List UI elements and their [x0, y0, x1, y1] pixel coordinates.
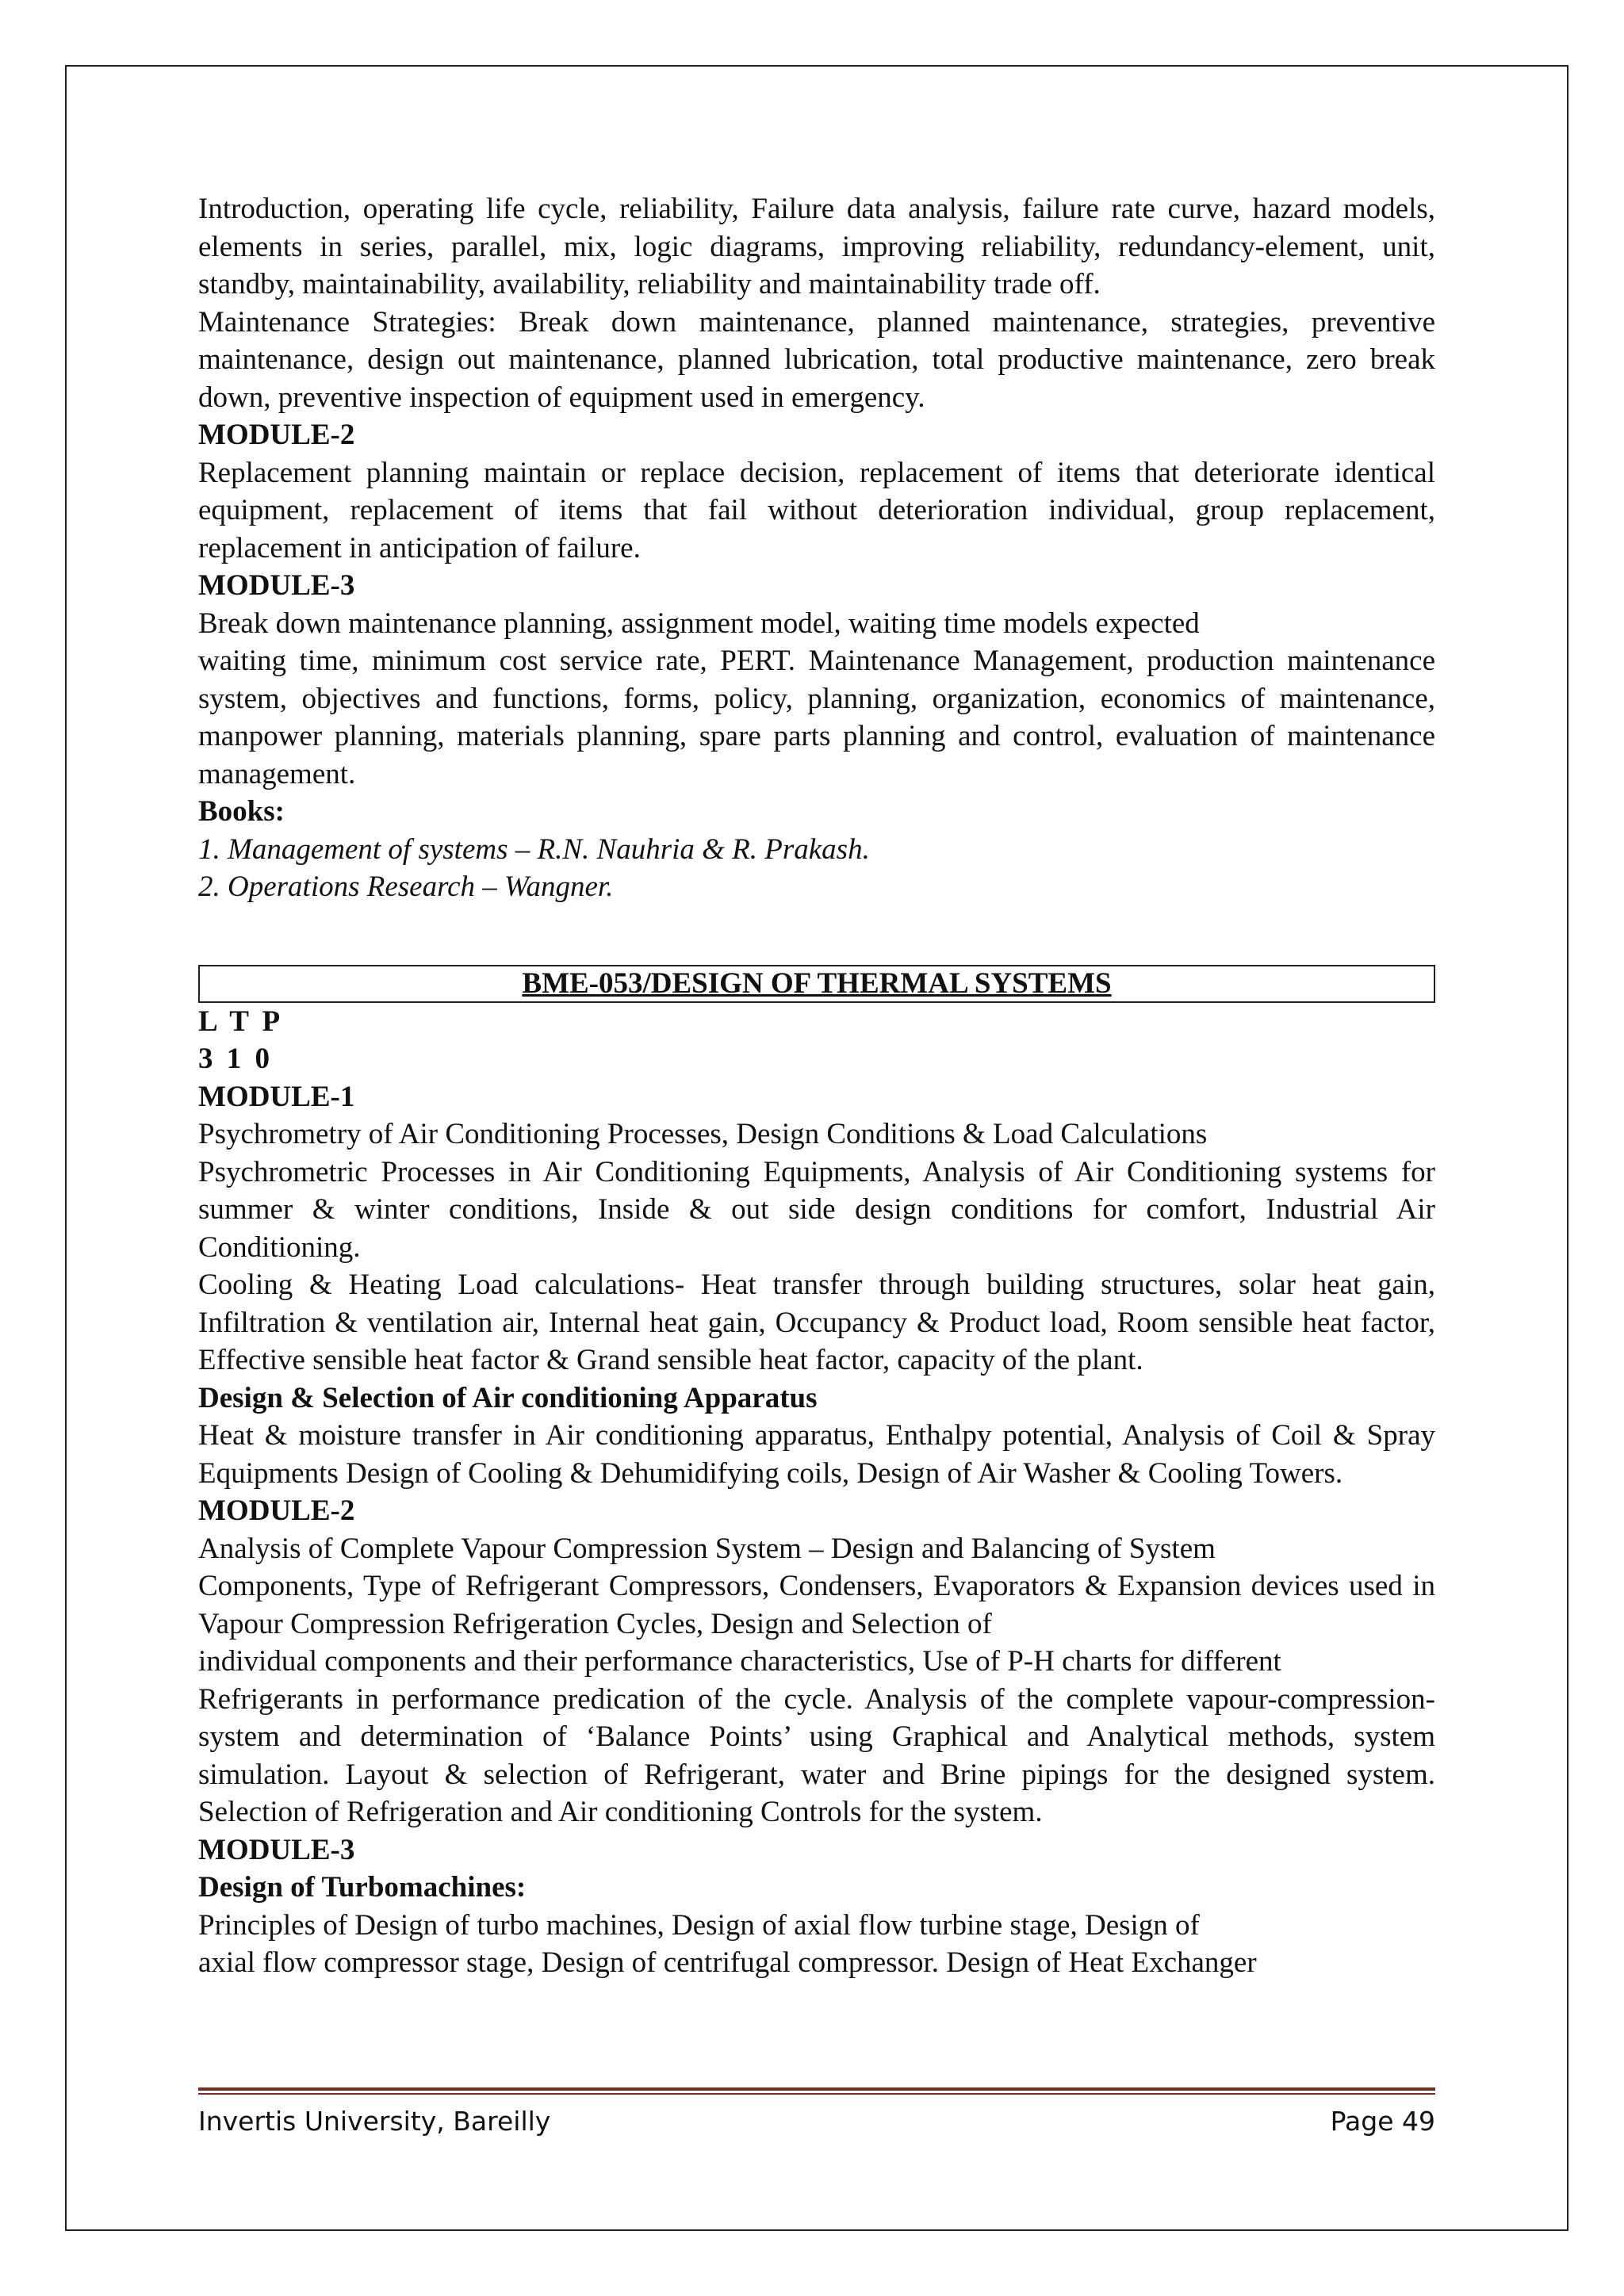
footer-institution: Invertis University, Bareilly [198, 2106, 551, 2137]
course-module1-text2: Cooling & Heating Load calculations- Heat transfer through building structures, solar heat gain, Infiltration & ventilation air, Internal heat gain, Occupancy & Product load, Room sensible heat factor, Effective sensible heat factor & Grand sensible heat factor, capacity of the plant. [198, 1269, 1435, 1376]
course-module3-heading: MODULE-3 [198, 1833, 355, 1866]
course-module2-text1: Components, Type of Refrigerant Compressors, Condensers, Evaporators & Expansion devices used in Vapour Compression Refrigeration Cycles, Design and Selection of [198, 1570, 1435, 1640]
section-spacer [198, 906, 1435, 955]
document-body [198, 190, 1435, 1982]
course-module2-line1: Analysis of Complete Vapour Compression System – Design and Balancing of System [198, 1532, 1216, 1565]
module3-heading: MODULE-3 [198, 569, 355, 602]
course-module2-line2: individual components and their performance characteristics, Use of P-H charts for different [198, 1645, 1281, 1678]
turbo-line2: axial flow compressor stage, Design of centrifugal compressor. Design of Heat Exchanger [198, 1946, 1257, 1979]
footer-rule [198, 2087, 1435, 2091]
books-heading: Books: [198, 795, 285, 828]
module3-line1: Break down maintenance planning, assignment model, waiting time models expected [198, 607, 1200, 640]
course-module1-text1: Psychrometric Processes in Air Conditioning Equipments, Analysis of Air Conditioning systems for summer & winter conditions, Inside & out side design conditions for comfort, Industrial Air Conditioning. [198, 1155, 1435, 1264]
course-title: BME-053/DESIGN OF THERMAL SYSTEMS [522, 966, 1112, 1000]
intro-paragraph: Introduction, operating life cycle, reliability, Failure data analysis, failure rate curve, hazard models, elements in series, parallel, mix, logic diagrams, improving reliability, redundancy-element, unit, standby, maintainability, availability, reliability and maintainability trade off. [198, 193, 1435, 300]
page-footer [198, 2106, 1435, 2137]
module2-text: Replacement planning maintain or replace decision, replacement of items that deteriorate identical equipment, replacement of items that fail without deterioration individual, group replacement, replacement in anticipation of failure. [198, 456, 1435, 564]
turbo-line1: Principles of Design of turbo machines, Design of axial flow turbine stage, Design of [198, 1908, 1200, 1942]
turbo-heading: Design of Turbomachines: [198, 1871, 527, 1904]
strategies-paragraph: Maintenance Strategies: Break down maintenance, planned maintenance, strategies, preventive maintenance, design out maintenance, planned lubrication, total productive maintenance, zero break down, preventive inspection of equipment used in emergency. [198, 305, 1435, 414]
book-item: 1. Management of systems – R.N. Nauhria & R. Prakash. [198, 832, 870, 866]
course-module2-text2: Refrigerants in performance predication of the cycle. Analysis of the complete vapour-compression-system and determination of ‘Balance Points’ using Graphical and Analytical methods, system simulation. Layout & selection of Refrigerant, water and Brine pipings for the designed system. Selection of Refrigeration and Air conditioning Controls for the system. [198, 1682, 1435, 1828]
page-number: Page 49 [1330, 2106, 1435, 2137]
course-module1-line1: Psychrometry of Air Conditioning Processes, Design Conditions & Load Calculations [198, 1118, 1208, 1150]
book-item: 2. Operations Research – Wangner. [198, 871, 614, 903]
ltp-values: 3 1 0 [198, 1043, 273, 1075]
apparatus-heading: Design & Selection of Air conditioning Apparatus [198, 1381, 818, 1414]
course-module2-heading: MODULE-2 [198, 1494, 355, 1527]
course-title-box [198, 965, 1435, 1003]
apparatus-text: Heat & moisture transfer in Air conditioning apparatus, Enthalpy potential, Analysis of Coil & Spray Equipments Design of Cooling & Dehumidifying coils, Design of Air Washer & Cooling Towers. [198, 1419, 1435, 1490]
footer-rule [198, 2093, 1435, 2095]
course-module1-heading: MODULE-1 [198, 1080, 355, 1113]
module3-text: waiting time, minimum cost service rate, PERT. Maintenance Management, production maintenance system, objectives and functions, forms, policy, planning, organization, economics of maintenance, manpower planning, materials planning, spare parts planning and control, evaluation of maintenance management. [198, 645, 1435, 790]
ltp-header: L T P [198, 1004, 284, 1038]
module2-heading: MODULE-2 [198, 419, 355, 451]
